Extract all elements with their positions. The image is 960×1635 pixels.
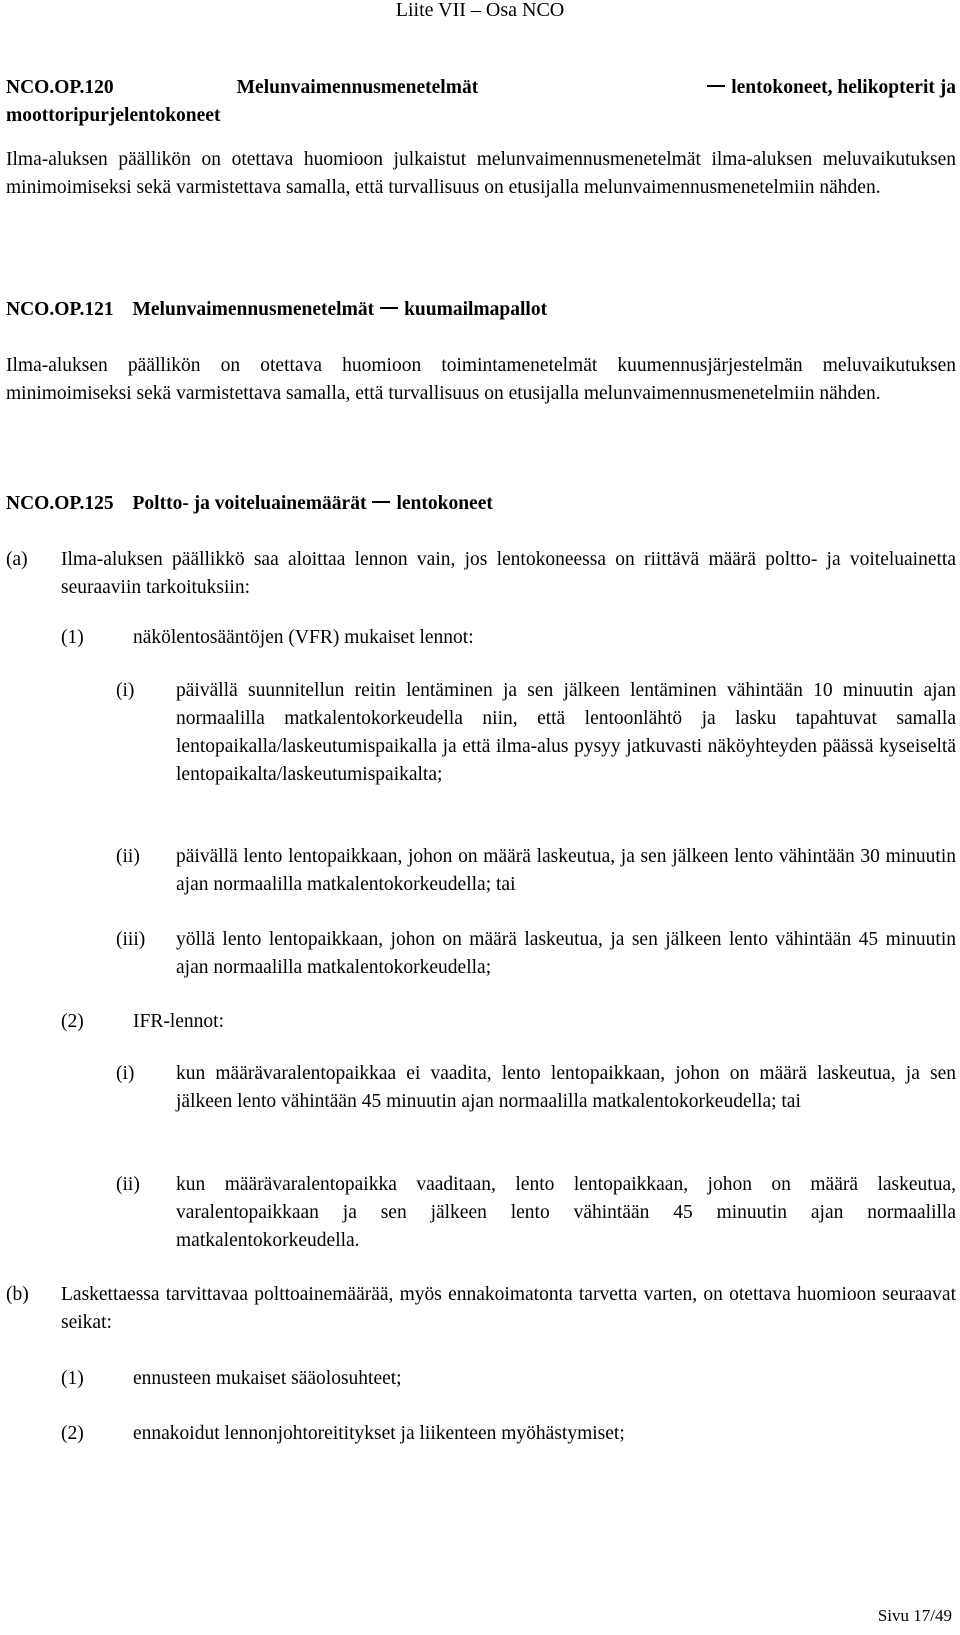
page-header <box>0 0 960 24</box>
page-number: Sivu 17/49 <box>877 1606 952 1625</box>
dash-separator <box>372 501 390 503</box>
list-text: Ilma-aluksen päällikkö saa aloittaa lennon vain, jos lentokoneessa on riittävä määrä poltto- ja voiteluainetta seuraaviin tarkoituksiin: <box>61 549 956 598</box>
list-text: yöllä lento lentopaikkaan, johon on määrä laskeutua, ja sen jälkeen lento vähintään 45 minuutin ajan normaalilla matkalentokorkeudella; <box>176 929 956 978</box>
section-paragraph-nco-op-120: Ilma-aluksen päällikön on otettava huomioon julkaistut melunvaimennusmenetelmät ilma-aluksen meluvaikutuksen minimoimiseksi sekä varmistettava samalla, että turvallisuus on etusijalla melunvaimennusmenetelmiin nähden. <box>6 149 956 198</box>
list-text: Laskettaessa tarvittavaa polttoainemäärää, myös ennakoimatonta tarvetta varten, on otettava huomioon seuraavat seikat: <box>61 1284 956 1333</box>
section-heading-nco-op-120 <box>6 74 956 130</box>
list-text: päivällä lento lentopaikkaan, johon on määrä laskeutua, ja sen jälkeen lento vähintään 30 minuutin ajan normaalilla matkalentokorkeudella; tai <box>176 846 956 895</box>
section-code: NCO.OP.121 <box>6 299 114 320</box>
section-title-line2: moottoripurjelentokoneet <box>6 105 221 126</box>
list-label: (ii) <box>116 1174 140 1195</box>
list-label: (a) <box>6 549 28 570</box>
list-text: ennusteen mukaiset sääolosuhteet; <box>133 1368 402 1389</box>
list-label: (1) <box>61 627 84 648</box>
list-label: (2) <box>61 1423 84 1444</box>
section-code: NCO.OP.120 <box>6 77 114 98</box>
section-title-part2: lentokoneet, helikopterit ja <box>701 74 956 102</box>
list-item-a-2 <box>61 1008 956 1036</box>
list-text: näkölentosääntöjen (VFR) mukaiset lennot: <box>133 627 474 648</box>
list-item-a-2-ii <box>116 1171 956 1255</box>
list-text: ennakoidut lennonjohtoreititykset ja liikenteen myöhästymiset; <box>133 1423 625 1444</box>
page-header-title: Liite VII – Osa NCO <box>395 0 565 21</box>
list-label: (b) <box>6 1284 29 1305</box>
list-label: (i) <box>116 1063 135 1084</box>
list-item-b <box>6 1281 956 1337</box>
list-label: (1) <box>61 1368 84 1389</box>
list-item-a-2-i <box>116 1060 956 1116</box>
dash-separator <box>380 307 398 309</box>
list-text: päivällä suunnitellun reitin lentäminen ja sen jälkeen lentäminen vähintään 10 minuutin ajan normaalilla matkalentokorkeudella niin, että lentoonlähtö ja lasku tapahtuvat samalla lentopaikalla/laskeutumispaikalla ja että ilma-alus pysyy jatkuvasti näköyhteyden päässä kyseiseltä lentopaikalta/laskeutumispaikalta; <box>176 680 956 785</box>
list-text: kun määrävaralentopaikkaa ei vaadita, lento lentopaikkaan, johon on määrä laskeutua, ja sen jälkeen lento vähintään 45 minuutin ajan normaalilla matkalentokorkeudella; tai <box>176 1063 956 1112</box>
list-label: (iii) <box>116 929 146 950</box>
section-title-part2: lentokoneet <box>396 493 493 514</box>
section-title-part2: kuumailmapallot <box>404 299 548 320</box>
list-label: (2) <box>61 1011 84 1032</box>
section-heading-nco-op-121 <box>6 296 956 324</box>
dash-separator <box>707 85 725 87</box>
list-item-a <box>6 546 956 602</box>
list-text: kun määrävaralentopaikka vaaditaan, lento lentopaikkaan, johon on määrä laskeutua, varalentopaikkaan ja sen jälkeen lento vähintään 45 minuutin ajan normaalilla matkalentokorkeudella. <box>176 1174 956 1251</box>
section-heading-nco-op-125 <box>6 490 956 518</box>
list-text: IFR-lennot: <box>133 1011 224 1032</box>
section-code: NCO.OP.125 <box>6 493 114 514</box>
list-item-a-1 <box>61 624 956 652</box>
list-item-a-1-iii <box>116 926 956 982</box>
section-paragraph-nco-op-121: Ilma-aluksen päällikön on otettava huomioon toimintamenetelmät kuumennusjärjestelmän meluvaikutuksen minimoimiseksi sekä varmistettava samalla, että turvallisuus on etusijalla melunvaimennusmenetelmiin nähden. <box>6 355 956 404</box>
list-label: (ii) <box>116 846 140 867</box>
section-title-part1: Melunvaimennusmenetelmät <box>132 299 375 320</box>
list-item-a-1-ii <box>116 843 956 899</box>
list-item-b-2 <box>61 1420 956 1448</box>
section-title-part1: Melunvaimennusmenetelmät <box>236 77 479 98</box>
list-item-a-1-i <box>116 677 956 789</box>
list-label: (i) <box>116 680 135 701</box>
list-item-b-1 <box>61 1365 956 1393</box>
section-title-part1: Poltto- ja voiteluainemäärät <box>132 493 367 514</box>
